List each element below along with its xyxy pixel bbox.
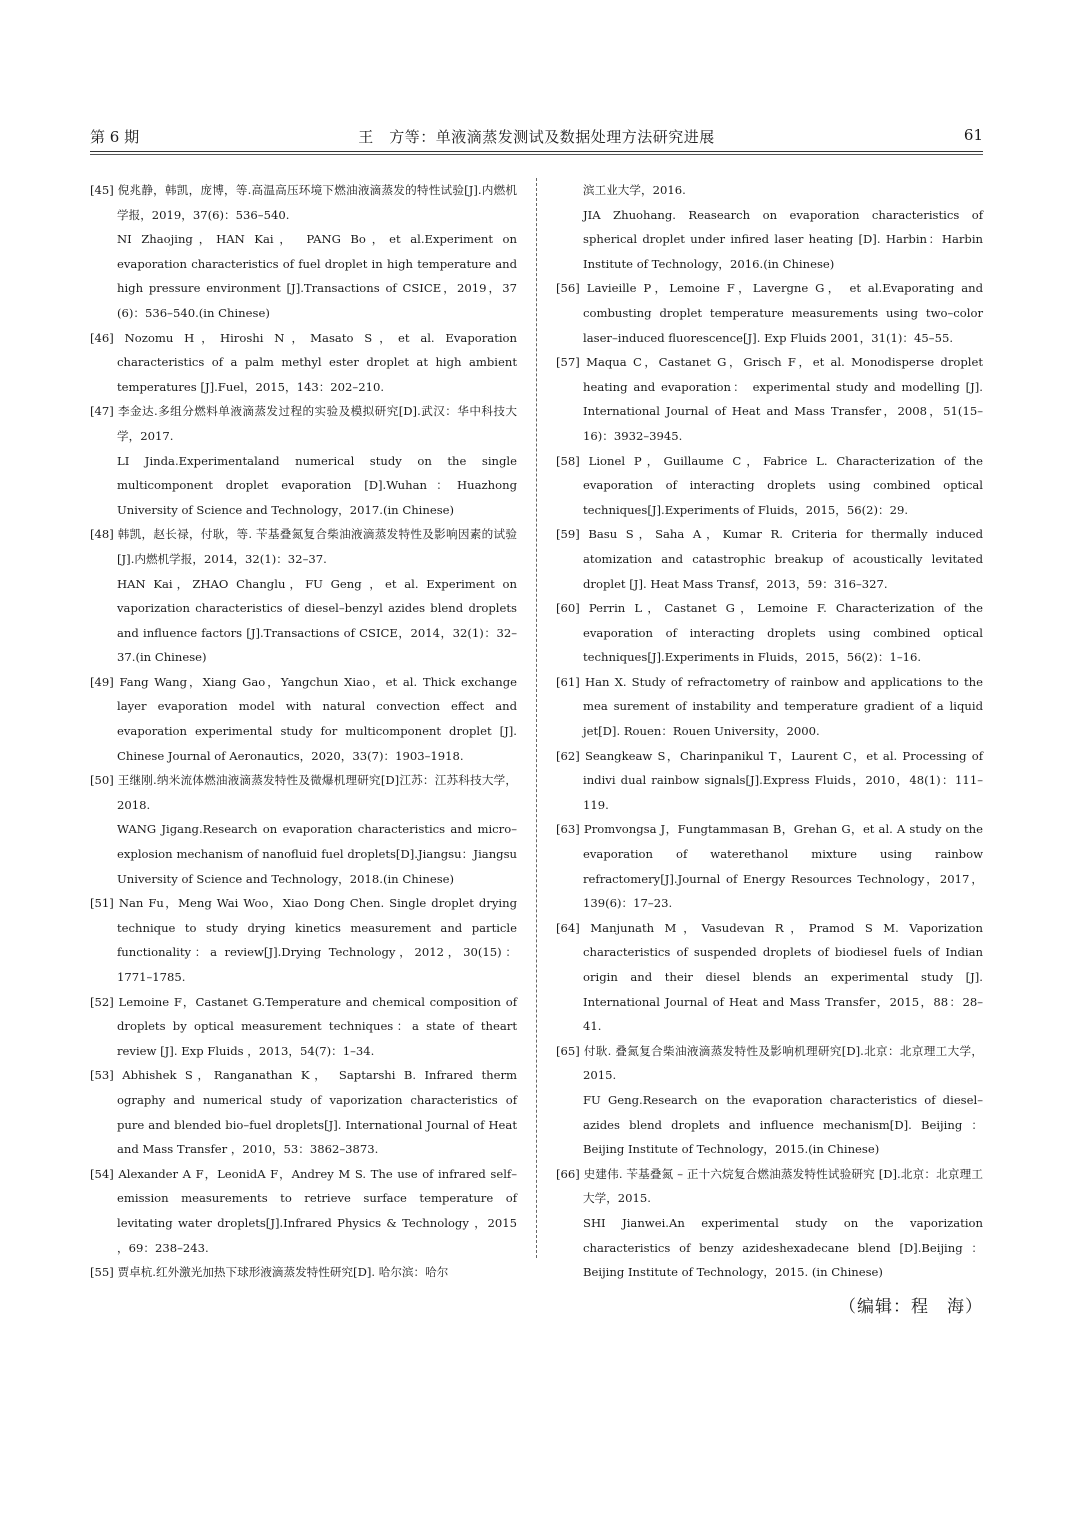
reference-text: Promvongsa J，Fungtammasan B，Grehan G，et al. A study on the evaporation of waterethanol mixture using rainbow refractomery[J].Journal of Energy Resources Technology，2017，139(6)：17–23. [583,822,983,911]
reference-number: [66] [556,1166,580,1181]
reference-number: [53] [90,1068,114,1083]
reference-text: Lavieille P，Lemoine F，Lavergne G， et al.Evaporating and combusting droplet temperature measurements using two–color laser–induced fluorescence[J]. Exp Fluids 2001，31(1)：45–55. [583,281,983,345]
reference-text: Maqua C，Castanet G，Grisch F，et al. Monodisperse droplet heating and evaporation： experimental study and modelling [J]. International Journal of Heat and Mass Transfer，2008，51(15–16)：3932–3945. [583,355,983,443]
reference-number: [45] [90,183,114,197]
reference-text: Nan Fu，Meng Wai Woo，Xiao Dong Chen. Single droplet drying technique to study drying kinetics measurement and particle functionality：a review[J].Drying Technology，2012，30(15)： 1771–1785. [117,896,518,984]
reference-entry [90,1063,517,1161]
column-divider [536,178,537,1258]
reference-text: 滨工业大学，2016. [583,183,686,197]
reference-entry [556,916,983,1039]
reference-text: Basu S，Saha A，Kumar R. Criteria for thermally induced atomization and catastrophic breakup of acoustically levitated droplet [J]. Heat Mass Transf，2013，59：316–327. [583,527,983,591]
reference-number: [61] [556,674,580,689]
reference-english-translation: HAN Kai，ZHAO Changlu，FU Geng ，et al. Experiment on vaporization characteristics of diesel–benzyl azides blend droplets and influence factors [J].Transactions of CSICE，2014，32(1)：32–37.(in Chinese) [117,576,517,665]
header-rule [90,151,983,152]
reference-text: Nozomu H，Hiroshi N，Masato S，et al. Evaporation characteristics of a palm methyl ester droplet at high ambient temperatures [J].Fuel，2015，143：202–210. [117,330,518,394]
reference-text: Lionel P，Guillaume C，Fabrice L. Characterization of the evaporation of interacting droplets using combined optical techniques[J].Experiments of Fluids，2015，56(2)：29. [583,453,983,517]
reference-number: [47] [90,404,114,419]
reference-number: [55] [90,1265,114,1280]
reference-number: [63] [556,822,580,837]
reference-entry [556,522,983,596]
reference-entry [556,596,983,670]
reference-text: Fang Wang，Xiang Gao，Yangchun Xiao，et al. Thick exchange layer evaporation model with natural convection effect and evaporation experimental study for multicomponent droplet [J]. Chinese Journal of Aeronautics，2020，33(7)：1903–1918. [117,674,517,763]
reference-text: 韩凯，赵长禄，付耿，等. 苄基叠氮复合柴油液滴蒸发特性及影响因素的试验[J].内燃机学报，2014，32(1)：32–37. [117,527,517,566]
reference-entry [556,1039,983,1162]
reference-number: [54] [90,1166,114,1181]
reference-number: [46] [90,330,114,345]
reference-number: [57] [556,355,580,370]
reference-english-translation: JIA Zhuohang. Reasearch on evaporation characteristics of spherical droplet under infired laser heating [D]. Harbin：Harbin Institute of Technology，2016.(in Chinese) [583,207,983,271]
reference-text: 倪兆静，韩凯，庞博，等.高温高压环境下燃油液滴蒸发的特性试验[J].内燃机学报，2019，37(6)：536–540. [117,183,517,222]
reference-english-translation: WANG Jigang.Research on evaporation characteristics and micro–explosion mechanism of nanofluid fuel droplets[D].Jiangsu：Jiangsu University of Science and Technology，2018.(in Chinese) [117,822,517,886]
reference-entry [90,768,517,891]
reference-english-translation: FU Geng.Research on the evaporation characteristics of diesel–azides blend droplets and influence mechanism[D]. Beijing ：Beijing Institute of Technology，2015.(in Chinese) [583,1092,983,1157]
reference-entry [90,178,517,326]
running-header [90,126,983,154]
reference-entry [556,670,983,744]
reference-entry [556,744,983,818]
reference-entry [556,350,983,448]
reference-entry [556,276,983,350]
reference-entry [90,399,517,522]
reference-number: [56] [556,281,580,296]
reference-text: 史建伟. 苄基叠氮 – 正十六烷复合燃油蒸发特性试验研究 [D].北京：北京理工大学，2015. [583,1166,983,1206]
reference-english-translation: NI Zhaojing，HAN Kai， PANG Bo，et al.Experiment on evaporation characteristics of fuel droplet in high temperature and high pressure environment [J].Transactions of CSICE，2019，37 (6)：536–540.(in Chinese) [117,232,517,320]
reference-text: Abhishek S，Ranganathan K， Saptarshi B. Infrared therm ography and numerical study of vaporization characteristics of pure and blended bio–fuel droplets[J]. International Journal of Heat and Mass Transfer ，2010，53：3862–3873. [117,1068,517,1157]
issue-number: 第 6 期 [90,128,140,146]
reference-number: [49] [90,674,114,689]
reference-text: Manjunath M，Vasudevan R，Pramod S M. Vaporization characteristics of suspended droplets of biodiesel fuels of Indian origin and their diesel blends an experimental study [J]. International Journal of Heat and Mass Transfer，2015，88：28–41. [583,920,984,1034]
references-left-column [90,178,517,1285]
header-rule-thin [90,154,983,155]
reference-number: [50] [90,773,114,788]
reference-entry [90,326,517,400]
editor-credit: （编辑：程 海） [839,1296,983,1317]
reference-text: Perrin L，Castanet G，Lemoine F. Characterization of the evaporation of interacting droplets using combined optical techniques[J].Experiments in Fluids，2015，56(2)：1–16. [583,601,984,665]
reference-entry [90,1260,517,1285]
running-title: 王 方等：单液滴蒸发测试及数据处理方法研究进展 [358,128,715,146]
reference-english-translation: SHI Jianwei.An experimental study on the vaporization characteristics of benzy azideshexadecane blend [D].Beijing ：Beijing Institute of Technology，2015. (in Chinese) [583,1215,983,1280]
reference-text: Seangkeaw S，Charinpanikul T，Laurent C，et al. Processing of indivi dual rainbow signals[J].Express Fluids，2010，48(1)：111–119. [583,748,983,812]
reference-text: 付耿. 叠氮复合柴油液滴蒸发特性及影响机理研究[D].北京：北京理工大学，2015. [583,1043,983,1083]
reference-number: [58] [556,453,580,468]
reference-entry [90,670,517,768]
page-number: 61 [963,126,983,144]
reference-text: 王继刚.纳米流体燃油液滴蒸发特性及微爆机理研究[D]江苏：江苏科技大学，2018. [117,773,518,812]
reference-entry [556,817,983,915]
reference-english-translation: LI Jinda.Experimentaland numerical study on the single multicomponent droplet evaporation [D].Wuhan：Huazhong University of Science and Technology，2017.(in Chinese) [117,453,517,517]
reference-entry [556,449,983,523]
reference-text: 贾卓杭.红外激光加热下球形液滴蒸发特性研究[D]. 哈尔滨：哈尔 [117,1265,449,1280]
reference-entry [90,1162,517,1260]
reference-number: [65] [556,1043,580,1058]
reference-number: [52] [90,994,114,1009]
reference-text: 李金达.多组分燃料单液滴蒸发过程的实验及模拟研究[D].武汉：华中科技大学，2017. [117,404,517,443]
reference-entry [90,990,517,1064]
reference-number: [60] [556,601,580,616]
reference-number: [51] [90,896,114,911]
reference-text: Lemoine F，Castanet G.Temperature and chemical composition of droplets by optical measurement techniques：a state of theart review [J]. Exp Fluids ，2013，54(7)：1–34. [117,994,517,1058]
reference-entry [90,891,517,989]
reference-number: [64] [556,920,580,935]
reference-entry [90,522,517,670]
reference-text: Alexander A F，LeonidA F，Andrey M S. The use of infrared self–emission measurements to retrieve surface temperature of levitating water droplets[J].Infrared Physics & Technology ，2015 ，69：238–243. [117,1166,517,1255]
reference-entry [556,178,983,276]
reference-entry [556,1162,983,1285]
reference-number: [48] [90,527,114,542]
references-right-column [556,178,983,1319]
reference-text: Han X. Study of refractometry of rainbow and applications to the mea surement of instability and temperature gradient of a liquid jet[D]. Rouen：Rouen University，2000. [583,674,983,739]
reference-number: [59] [556,527,580,542]
reference-number: [62] [556,748,580,763]
